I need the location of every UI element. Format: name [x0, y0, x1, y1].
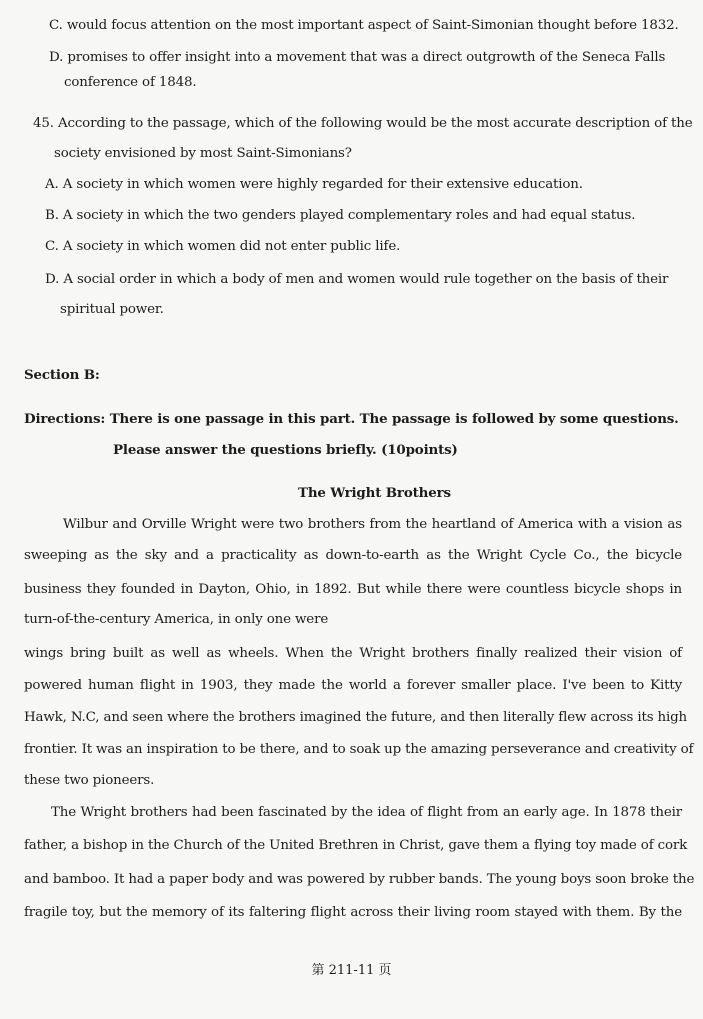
passage-p1-line7: Hawk, N.C, and seen where the brothers imagined the future, and then literally flew across its high	[24, 710, 688, 725]
passage-title: The Wright Brothers	[298, 485, 451, 501]
page-number: 第 211-11 页	[311, 963, 392, 978]
passage-p2-line2: father, a bishop in the Church of the United Brethren in Christ, gave them a flying toy made of cork	[24, 838, 688, 853]
section-b-heading: Section B:	[24, 367, 100, 383]
passage-p1-line4: turn-of-the-century America, in only one were	[24, 612, 329, 627]
q45-option-a: A. A society in which women were highly regarded for their extensive education.	[45, 177, 583, 192]
q44-option-d-line2: conference of 1848.	[64, 75, 197, 90]
q44-option-c: C. would focus attention on the most important aspect of Saint-Simonian thought before 1832.	[49, 18, 679, 33]
passage-p2-line3: and bamboo. It had a paper body and was powered by rubber bands. The young boys soon broke the	[24, 872, 695, 887]
q45-option-c: C. A society in which women did not enter public life.	[45, 239, 401, 254]
passage-p1-line6: powered human flight in 1903, they made the world a forever smaller place. I've been to Kitty	[24, 678, 682, 693]
passage-p2-line4: fragile toy, but the memory of its faltering flight across their living room stayed with them. By the	[24, 905, 682, 920]
q45-stem-line1: 45. According to the passage, which of the following would be the most accurate description of the	[33, 116, 693, 131]
section-b-directions-line1: Directions: There is one passage in this part. The passage is followed by some questions.	[24, 411, 679, 427]
passage-p1-line9: these two pioneers.	[24, 773, 155, 788]
q45-stem-line2: society envisioned by most Saint-Simonians?	[54, 146, 352, 161]
passage-p2-line1: The Wright brothers had been fascinated by the idea of flight from an early age. In 1878 their	[51, 805, 682, 820]
q45-option-b: B. A society in which the two genders played complementary roles and had equal status.	[45, 208, 636, 223]
q45-option-d-line1: D. A social order in which a body of men and women would rule together on the basis of their	[45, 272, 669, 287]
passage-p1-line3: business they founded in Dayton, Ohio, in 1892. But while there were countless bicycle shops in	[24, 582, 682, 597]
q44-option-d-line1: D. promises to offer insight into a movement that was a direct outgrowth of the Seneca Falls	[49, 50, 666, 65]
q45-option-d-line2: spiritual power.	[60, 302, 164, 317]
passage-p1-line2: sweeping as the sky and a practicality as down-to-earth as the Wright Cycle Co., the bicycle	[24, 548, 682, 563]
passage-p1-line1: Wilbur and Orville Wright were two brothers from the heartland of America with a vision as	[63, 517, 682, 532]
section-b-directions-line2: Please answer the questions briefly. (10points)	[113, 442, 458, 458]
passage-p1-line5: wings bring built as well as wheels. When the Wright brothers finally realized their vision of	[24, 646, 682, 661]
passage-p1-line8: frontier. It was an inspiration to be there, and to soak up the amazing perseverance and creativity of	[24, 742, 694, 757]
